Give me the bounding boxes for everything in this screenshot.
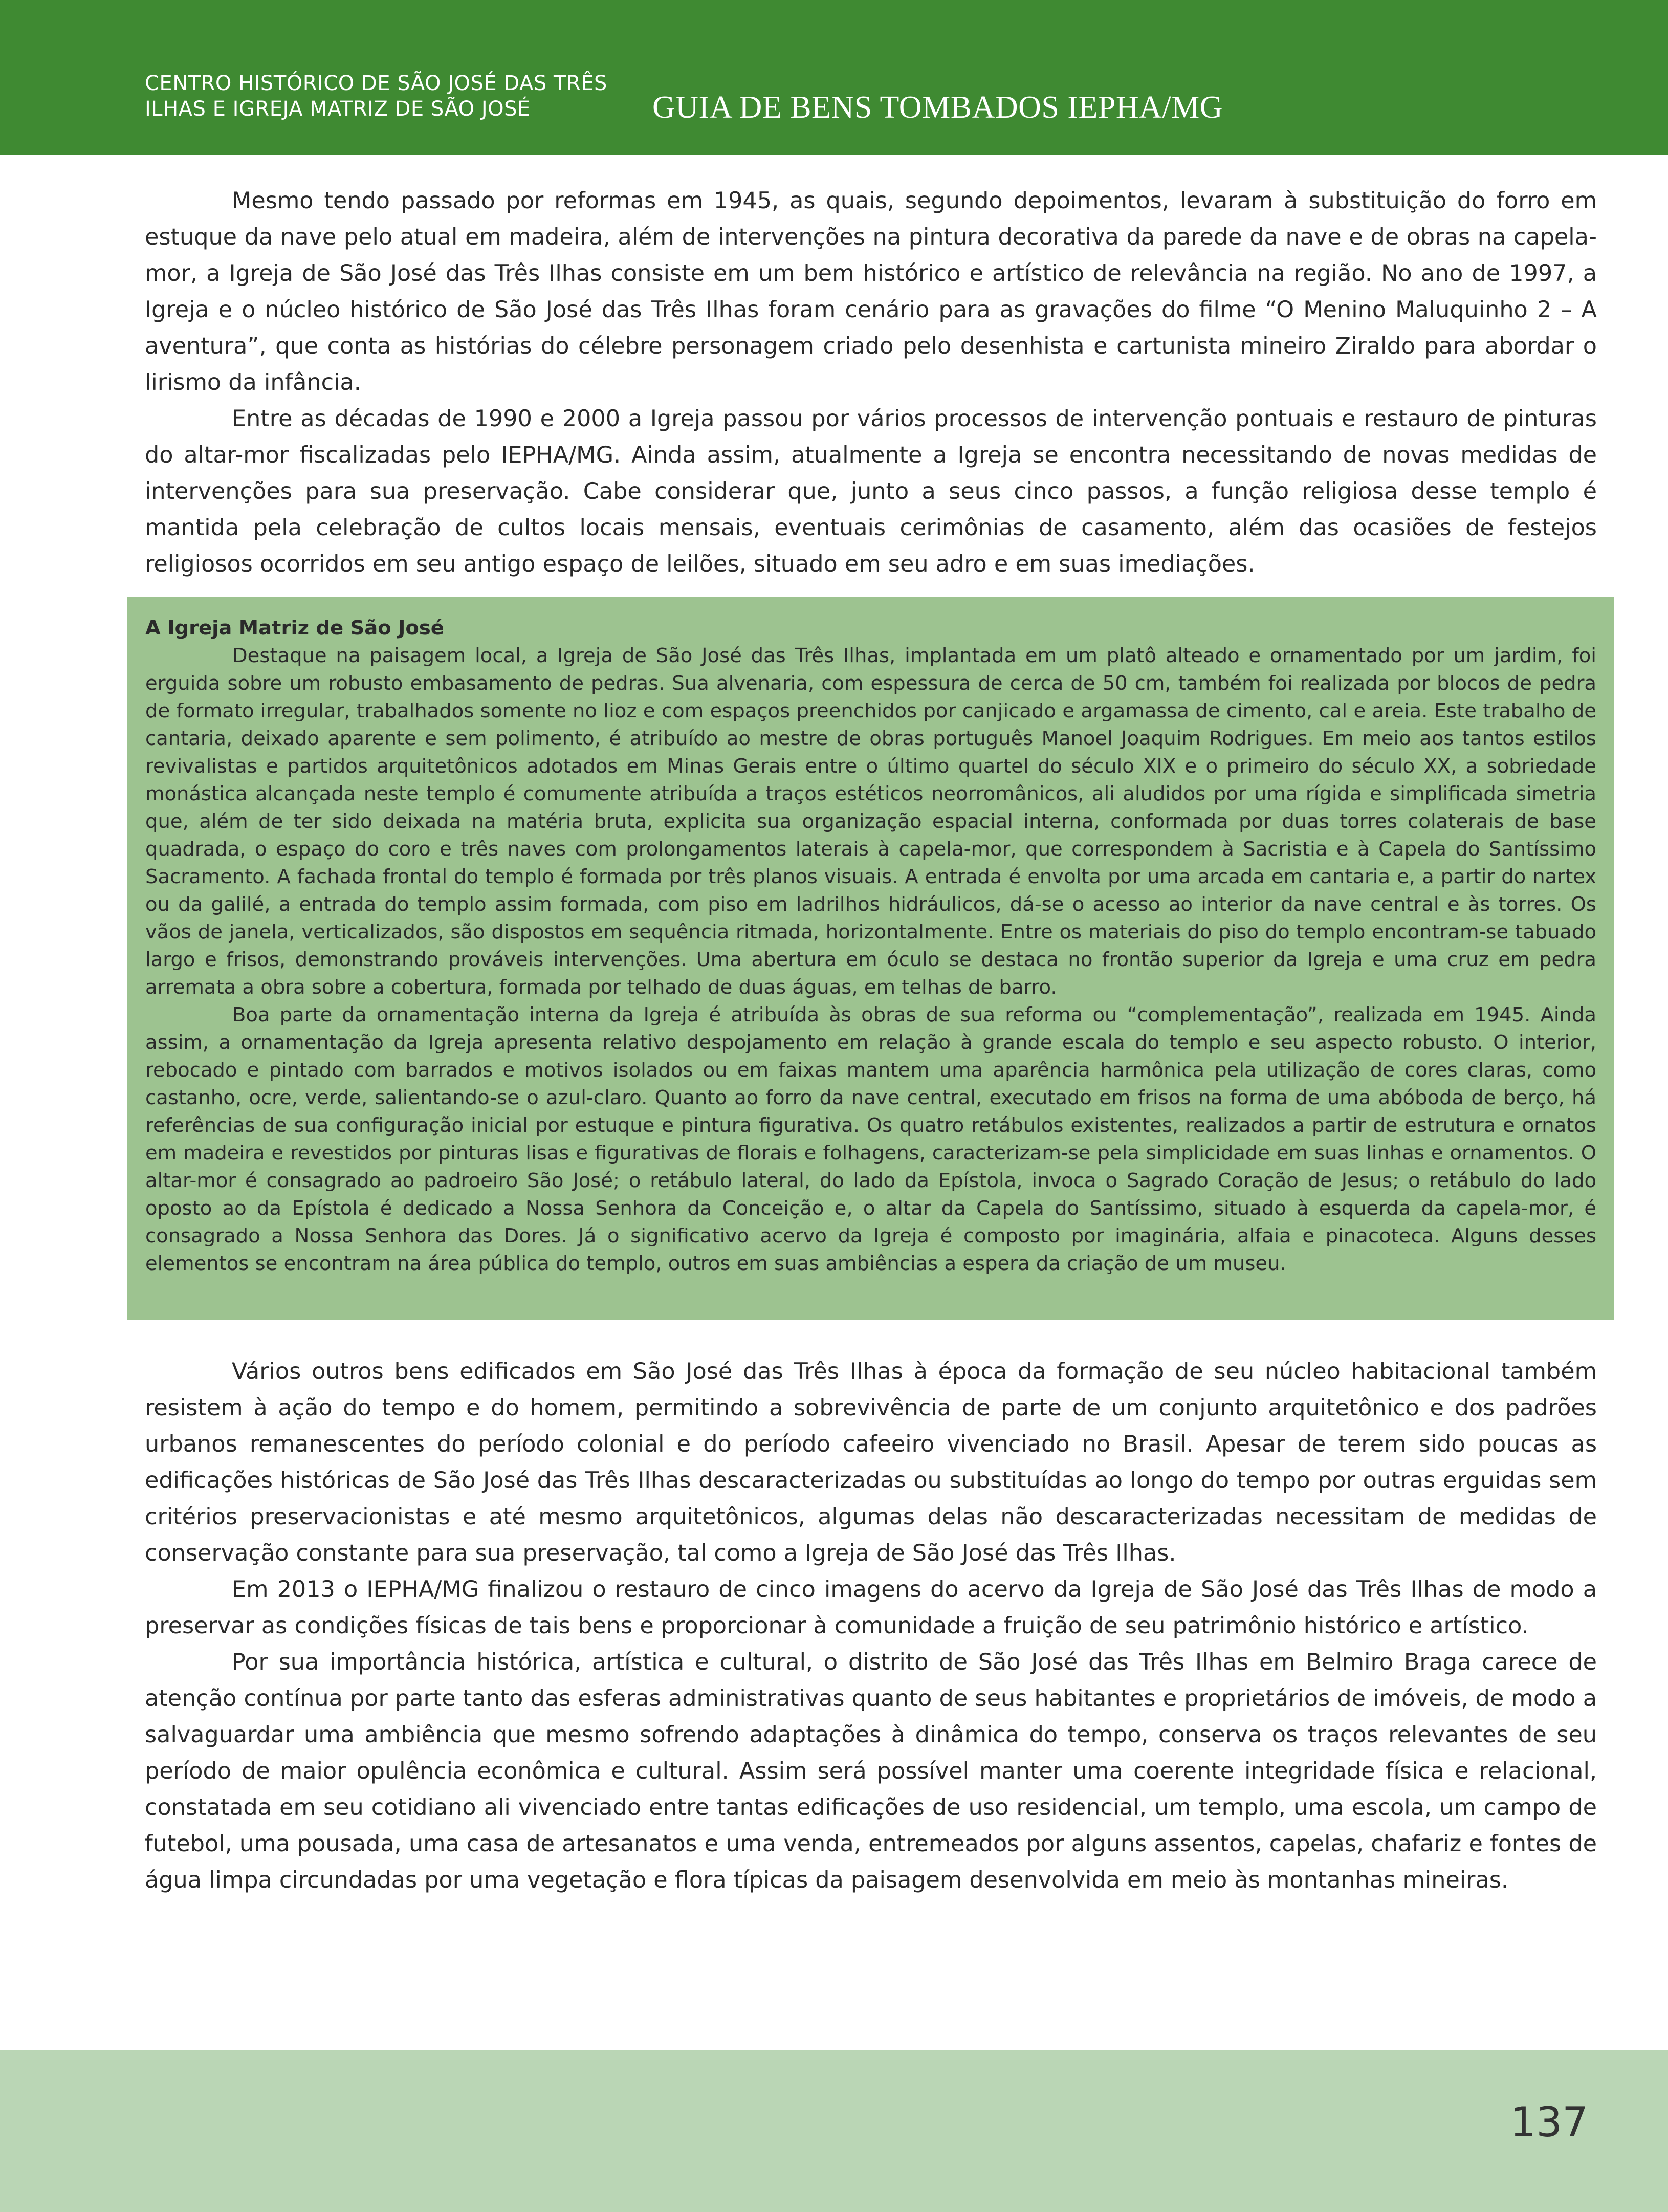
highlight-box-paragraph-2: Boa parte da ornamentação interna da Igreja é atribuída às obras de sua reforma ou “complementação”, realizada em 1945. Ainda assim, a ornamentação da Igreja apresenta relativo despojamento em relação à grande escala do templo e seu aspecto robusto. O interior, rebocado e pintado com barrados e motivos isolados ou em faixas mantem uma aparência harmônica pela utilização de cores claras, como castanho, ocre, verde, salientando-se o azul-claro. Quanto ao forro da nave central, executado em frisos na forma de uma abóboda de berço, há referências de sua configuração inicial por estuque e pintura figurativa. Os quatro retábulos existentes, realizados a partir de estrutura e ornatos em madeira e revestidos por pinturas lisas e figurativas de florais e folhagens, caracterizam-se pela simplicidade em suas linhas e ornamentos. O altar-mor é consagrado ao padroeiro São José; o retábulo lateral, do lado da Epístola, invoca o Sagrado Coração de Jesus; o retábulo do lado oposto ao da Epístola é dedicado a Nossa Senhora da Conceição e, o altar da Capela do Santíssimo, situado à esquerda da capela-mor, é consagrado a Nossa Senhora das Dores. Já o significativo acervo da Igreja é composto por imaginária, alfaia e pinacoteca. Alguns desses elementos se encontram na área pública do templo, outros em suas ambiências a espera da criação de um museu.: [145, 1003, 1596, 1275]
section-title-line-1: CENTRO HISTÓRICO DE SÃO JOSÉ DAS TRÊS: [145, 72, 607, 95]
guide-title: GUIA DE BENS TOMBADOS IEPHA/MG: [652, 90, 1223, 125]
highlight-box-content: [145, 615, 1596, 1278]
closing-paragraph-3: Por sua importância histórica, artística e cultural, o distrito de São José das Três Ilhas em Belmiro Braga carece de atenção contínua por parte tanto das esferas administrativas quanto de seus habitantes e proprietários de imóveis, de modo a salvaguardar uma ambiência que mesmo sofrendo adaptações à dinâmica do tempo, conserva os traços relevantes de seu período de maior opulência econômica e cultural. Assim será possível manter uma coerente integridade física e relacional, constatada em seu cotidiano ali vivenciado entre tantas edificações de uso residencial, um templo, uma escola, um campo de futebol, uma pousada, uma casa de artesanatos e uma venda, entremeados por alguns assentos, capelas, chafariz e fontes de água limpa circundadas por uma vegetação e flora típicas da paisagem desenvolvida em meio às montanhas mineiras.: [145, 1649, 1597, 1893]
page-footer: [0, 2050, 1668, 2212]
section-title: [145, 71, 636, 122]
page-number: 137: [1510, 2098, 1588, 2146]
highlight-box: [127, 597, 1614, 1320]
intro-paragraph-2: Entre as décadas de 1990 e 2000 a Igreja passou por vários processos de intervenção pontuais e restauro de pinturas do altar-mor fiscalizadas pelo IEPHA/MG. Ainda assim, atualmente a Igreja se encontra necessitando de novas medidas de intervenções para sua preservação. Cabe considerar que, junto a seus cinco passos, a função religiosa desse templo é mantida pela celebração de cultos locais mensais, eventuais cerimônias de casamento, além das ocasiões de festejos religiosos ocorridos em seu antigo espaço de leilões, situado em seu adro e em suas imediações.: [145, 406, 1597, 577]
closing-paragraph-2: Em 2013 o IEPHA/MG finalizou o restauro de cinco imagens do acervo da Igreja de São José das Três Ilhas de modo a preservar as condições físicas de tais bens e proporcionar à comunidade a fruição de seu patrimônio histórico e artístico.: [145, 1576, 1597, 1639]
closing-text: [145, 1353, 1597, 1898]
intro-paragraph-1: Mesmo tendo passado por reformas em 1945, as quais, segundo depoimentos, levaram à substituição do forro em estuque da nave pelo atual em madeira, além de intervenções na pintura decorativa da parede da nave e de obras na capela-mor, a Igreja de São José das Três Ilhas consiste em um bem histórico e artístico de relevância na região. No ano de 1997, a Igreja e o núcleo histórico de São José das Três Ilhas foram cenário para as gravações do filme “O Menino Maluquinho 2 – A aventura”, que conta as histórias do célebre personagem criado pelo desenhista e cartunista mineiro Ziraldo para abordar o lirismo da infância.: [145, 188, 1597, 396]
highlight-box-title: A Igreja Matriz de São José: [145, 617, 444, 640]
closing-paragraph-1: Vários outros bens edificados em São José das Três Ilhas à época da formação de seu núcleo habitacional também resistem à ação do tempo e do homem, permitindo a sobrevivência de parte de um conjunto arquitetônico e dos padrões urbanos remanescentes do período colonial e do período cafeeiro vivenciado no Brasil. Apesar de terem sido poucas as edificações históricas de São José das Três Ilhas descaracterizadas ou substituídas ao longo do tempo por outras erguidas sem critérios preservacionistas e até mesmo arquitetônicos, algumas delas não descaracterizadas necessitam de medidas de conservação constante para sua preservação, tal como a Igreja de São José das Três Ilhas.: [145, 1359, 1597, 1566]
highlight-box-paragraph-1: Destaque na paisagem local, a Igreja de São José das Três Ilhas, implantada em um platô alteado e ornamentado por um jardim, foi erguida sobre um robusto embasamento de pedras. Sua alvenaria, com espessura de cerca de 50 cm, também foi realizada por blocos de pedra de formato irregular, trabalhados somente no lioz e com espaços preenchidos por canjicado e argamassa de cimento, cal e areia. Este trabalho de cantaria, deixado aparente e sem polimento, é atribuído ao mestre de obras português Manoel Joaquim Rodrigues. Em meio aos tantos estilos revivalistas e partidos arquitetônicos adotados em Minas Gerais entre o último quartel do século XIX e o primeiro do século XX, a sobriedade monástica alcançada neste templo é comumente atribuída a traços estéticos neorromânicos, ali aludidos por uma rígida e simplificada simetria que, além de ter sido deixada na matéria bruta, explicita sua organização espacial interna, conformada por duas torres colaterais de base quadrada, o espaço do coro e três naves com prolongamentos laterais à capela-mor, que correspondem à Sacristia e à Capela do Santíssimo Sacramento. A fachada frontal do templo é formada por três planos visuais. A entrada é envolta por uma arcada em cantaria e, a partir do nartex ou da galilé, a entrada do templo assim formada, com piso em ladrilhos hidráulicos, dá-se o acesso ao interior da nave central e às torres. Os vãos de janela, verticalizados, são dispostos em sequência ritmada, horizontalmente. Entre os materiais do piso do templo encontram-se tabuado largo e frisos, demonstrando prováveis intervenções. Uma abertura em óculo se destaca no frontão superior da Igreja e uma cruz em pedra arremata a obra sobre a cobertura, formada por telhado de duas águas, em telhas de barro.: [145, 644, 1596, 999]
section-title-line-2: ILHAS E IGREJA MATRIZ DE SÃO JOSÉ: [145, 97, 531, 121]
page-header: [0, 0, 1668, 155]
intro-text: [145, 183, 1597, 582]
